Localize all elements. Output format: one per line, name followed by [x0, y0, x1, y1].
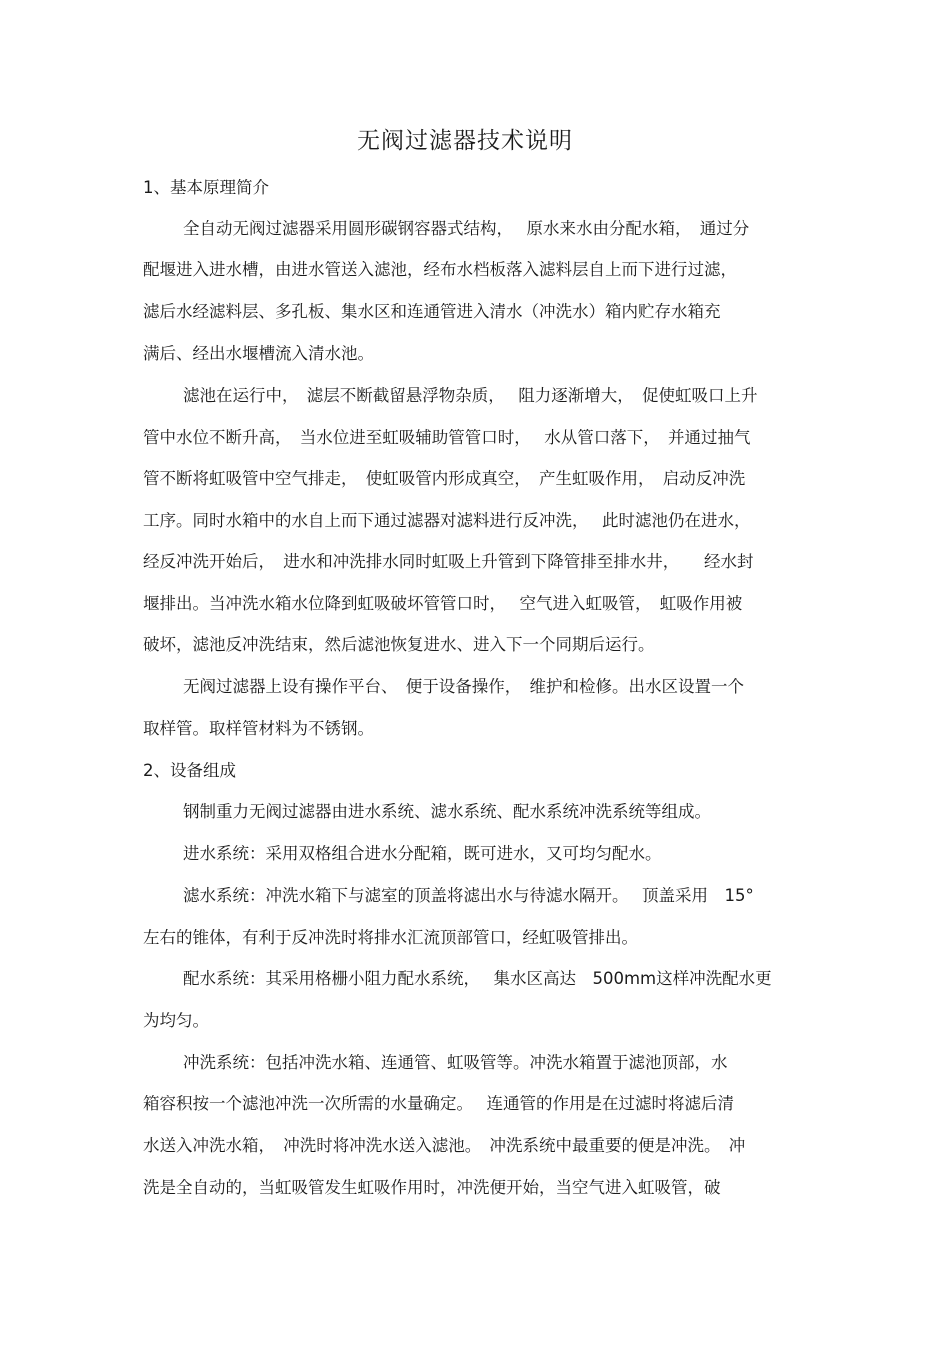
text-line: 左右的锥体，有利于反冲洗时将排水汇流顶部管口，经虹吸管排出。 [143, 928, 638, 947]
text-line: 滤水系统：冲洗水箱下与滤室的顶盖将滤出水与待滤水隔开。 顶盖采用 15° [183, 886, 754, 905]
text-line: 滤池在运行中， 滤层不断截留悬浮物杂质， 阻力逐渐增大， 促使虹吸口上升 [183, 386, 758, 405]
document-title: 无阀过滤器技术说明 [357, 128, 573, 154]
text-line: 管不断将虹吸管中空气排走， 使虹吸管内形成真空， 产生虹吸作用， 启动反冲洗 [143, 469, 746, 488]
text-line: 配堰进入进水槽，由进水管送入滤池，经布水档板落入滤料层自上而下进行过滤， [143, 260, 737, 279]
text-line: 全自动无阀过滤器采用圆形碳钢容器式结构， 原水来水由分配水箱， 通过分 [183, 219, 750, 238]
text-line: 管中水位不断升高， 当水位进至虹吸辅助管管口时， 水从管口落下， 并通过抽气 [143, 428, 751, 447]
text-line: 箱容积按一个滤池冲洗一次所需的水量确定。 连通管的作用是在过滤时将滤后清 [143, 1094, 734, 1113]
text-line: 破坏，滤池反冲洗结束，然后滤池恢复进水、进入下一个同期后运行。 [143, 635, 655, 654]
text-line: 经反冲洗开始后， 进水和冲洗排水同时虹吸上升管到下降管排至排水井， 经水封 [143, 552, 754, 571]
text-line: 配水系统：其采用格栅小阻力配水系统， 集水区高达 500mm这样冲洗配水更 [183, 969, 772, 988]
text-line: 钢制重力无阀过滤器由进水系统、滤水系统、配水系统冲洗系统等组成。 [183, 802, 711, 821]
text-line: 堰排出。当冲洗水箱水位降到虹吸破坏管管口时， 空气进入虹吸管， 虹吸作用被 [143, 594, 743, 613]
text-line: 洗是全自动的，当虹吸管发生虹吸作用时，冲洗便开始，当空气进入虹吸管，破 [143, 1178, 721, 1197]
text-line: 为均匀。 [143, 1011, 209, 1030]
section-heading: 1、基本原理简介 [143, 178, 269, 197]
text-line: 水送入冲洗水箱， 冲洗时将冲洗水送入滤池。 冲洗系统中最重要的便是冲洗。 冲 [143, 1136, 746, 1155]
text-line: 工序。同时水箱中的水自上而下通过滤器对滤料进行反冲洗， 此时滤池仍在进水， [143, 511, 751, 530]
section-heading: 2、设备组成 [143, 761, 236, 780]
text-line: 冲洗系统：包括冲洗水箱、连通管、虹吸管等。冲洗水箱置于滤池顶部，水 [183, 1053, 728, 1072]
text-line: 滤后水经滤料层、多孔板、集水区和连通管进入清水（冲洗水）箱内贮存水箱充 [143, 302, 721, 321]
text-line: 满后、经出水堰槽流入清水池。 [143, 344, 374, 363]
text-line: 取样管。取样管材料为不锈钢。 [143, 719, 374, 738]
text-line: 进水系统：采用双格组合进水分配箱，既可进水，又可均匀配水。 [183, 844, 662, 863]
text-line: 无阀过滤器上设有操作平台、 便于设备操作， 维护和检修。出水区设置一个 [183, 677, 744, 696]
